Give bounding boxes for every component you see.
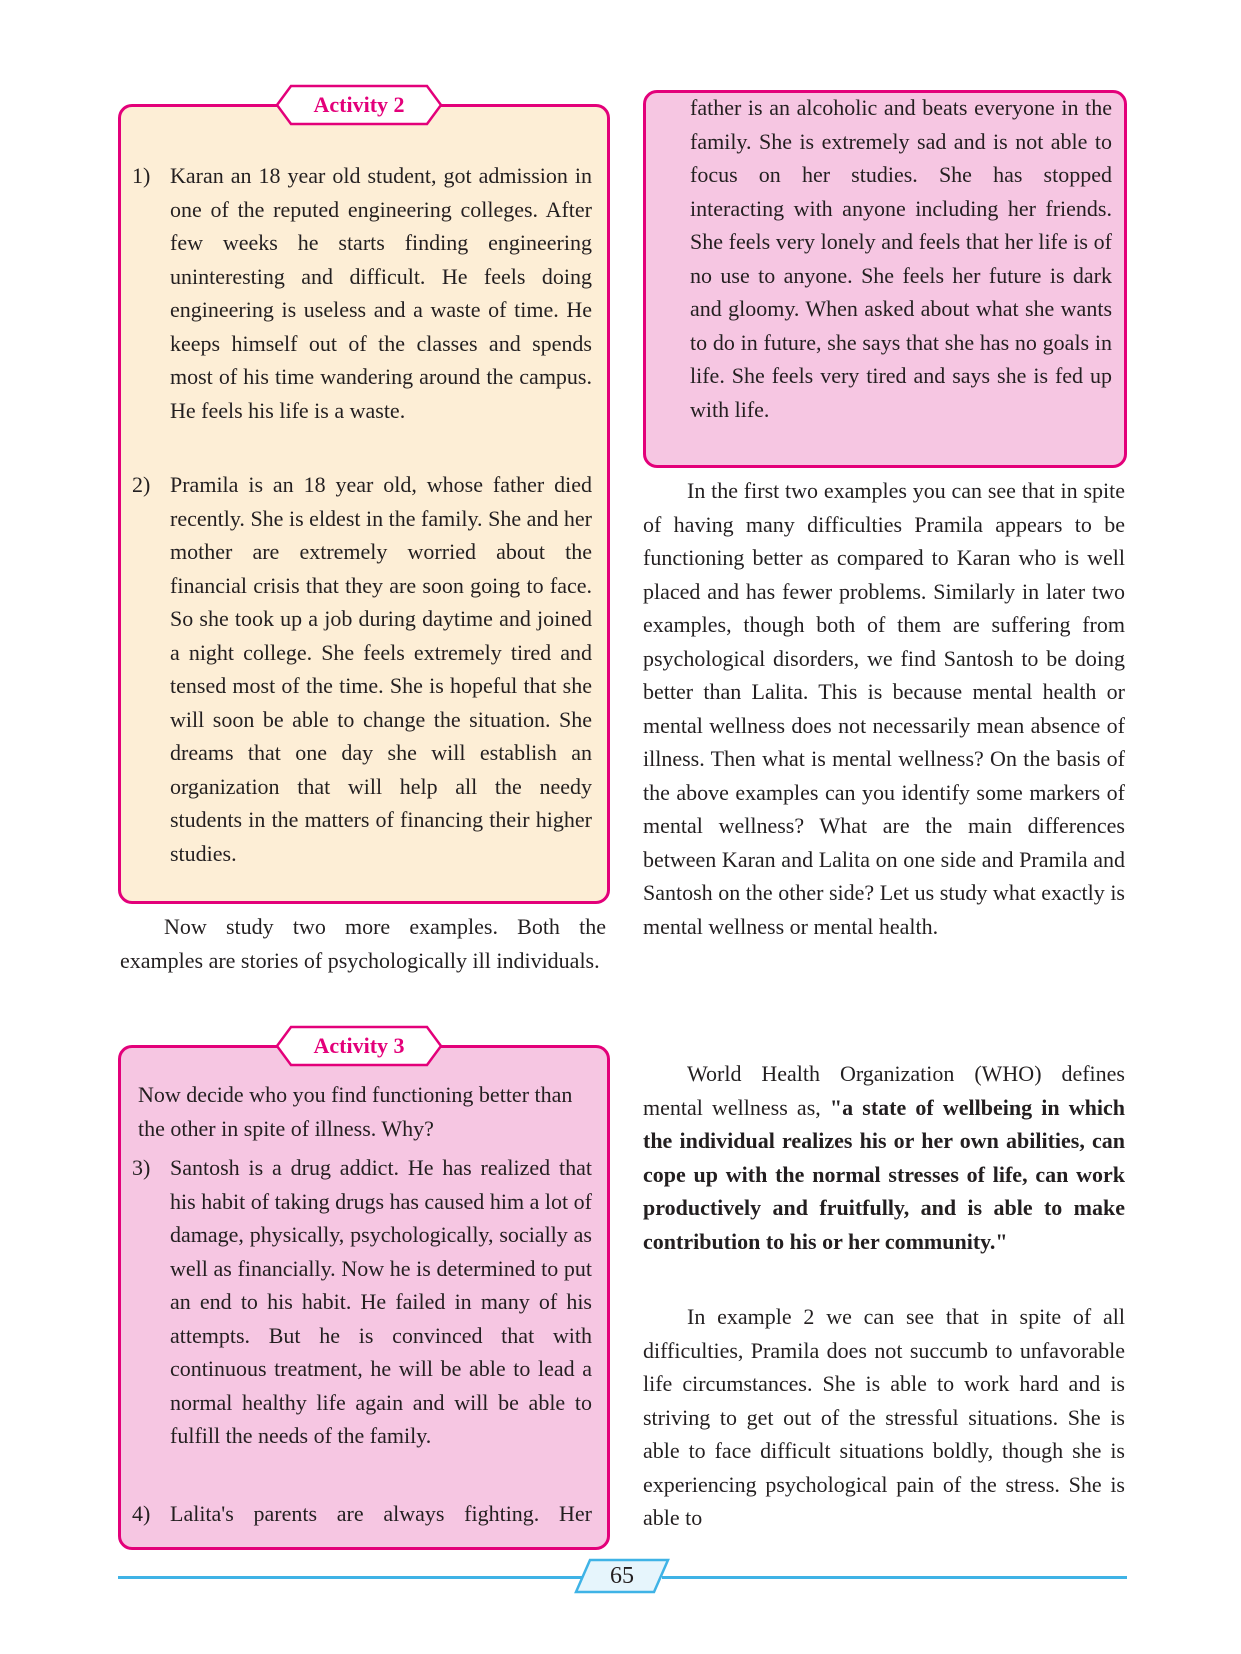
item-text: Santosh is a drug addict. He has realized that his habit of taking drugs has caused him a lot of damage, physically, psychologically, socially as well as financially. Now he is determined to put an end to his habit. He failed in many of his attempts. But he is convinced that with continuous treatment, he will be able to lead a normal healthy life again and will be able to fulfill the needs of the family. bbox=[170, 1155, 592, 1448]
page-number-text: 65 bbox=[610, 1562, 634, 1589]
footer-rule-left bbox=[118, 1576, 588, 1579]
item-number: 2) bbox=[132, 472, 151, 497]
item-text: Karan an 18 year old student, got admission in one of the reputed engineering colleges. After few weeks he starts finding engineering uninteresting and difficult. He feels doing engineering is useless and a waste of time. He keeps himself out of the classes and spends most of his time wandering around the campus. He feels his life is a waste. bbox=[170, 163, 592, 423]
item-number: 1) bbox=[132, 163, 151, 188]
item-number: 4) bbox=[132, 1501, 151, 1526]
list-item bbox=[132, 1151, 592, 1481]
body-paragraph: In example 2 we can see that in spite of all difficulties, Pramila does not succumb to unfavorable life circumstances. She is able to work hard and is striving to get out of the stressful situations. She is able to face difficult situations boldly, though she is experiencing psychological pain of the stress. She is able to bbox=[643, 1304, 1125, 1530]
item-number: 3) bbox=[132, 1155, 151, 1180]
body-paragraph: In the first two examples you can see that in spite of having many difficulties Pramila appears to be functioning better as compared to Karan who is well placed and has fewer problems. Similarly in later two examples, though both of them are suffering from psychological disorders, we find Santosh to be doing better than Lalita. This is because mental health or mental wellness does not necessarily mean absence of illness. Then what is mental wellness? On the basis of the above examples can you identify some markers of mental wellness? What are the main differences between Karan and Lalita on one side and Pramila and Santosh on the other side? Let us study what exactly is mental wellness or mental health. bbox=[643, 478, 1125, 939]
activity-3-intro: Now decide who you find functioning better than the other in spite of illness. Why? bbox=[138, 1082, 573, 1141]
who-lead: World Health Organization (WHO) defines mental wellness as, bbox=[643, 1061, 1125, 1120]
footer-rule-right bbox=[662, 1576, 1127, 1579]
who-definition: "a state of wellbeing in which the individual realizes his or her own abilities, can cope up with the normal stresses of life, can work productively and fruitfully, and is able to make contribution to his or her community." bbox=[643, 1094, 1125, 1254]
activity-2-tag bbox=[275, 84, 443, 126]
item-text: Pramila is an 18 year old, whose father died recently. She is eldest in the family. She and her mother are extremely worried about the financial crisis that they are soon going to face. So she took up a job during daytime and joined a night college. She feels extremely tired and tensed most of the time. She is hopeful that she will soon be able to change the situation. She dreams that one day she will establish an organization that will help all the needy students in the matters of financing their higher studies. bbox=[170, 472, 592, 866]
list-item bbox=[132, 1497, 592, 1533]
list-item bbox=[132, 468, 592, 888]
activity-3-tag bbox=[275, 1025, 443, 1067]
activity-2-title: Activity 2 bbox=[313, 92, 405, 117]
item-text: Lalita's parents are always fighting. Her bbox=[170, 1501, 592, 1526]
continuation-text: father is an alcoholic and beats everyone in the family. She is extremely sad and is not able to focus on her studies. She has stopped interacting with anyone including her friends. She feels very lonely and feels that her life is of no use to anyone. She feels her future is dark and gloomy. When asked about what she wants to do in future, she says that she has no goals in life. She feels very tired and says she is fed up with life. bbox=[690, 95, 1112, 422]
list-item bbox=[132, 159, 592, 464]
who-definition-paragraph bbox=[643, 1057, 1125, 1258]
page-number bbox=[572, 1558, 672, 1594]
body-paragraph: Now study two more examples. Both the examples are stories of psychologically ill individuals. bbox=[120, 914, 606, 973]
activity-3-title: Activity 3 bbox=[313, 1033, 405, 1058]
